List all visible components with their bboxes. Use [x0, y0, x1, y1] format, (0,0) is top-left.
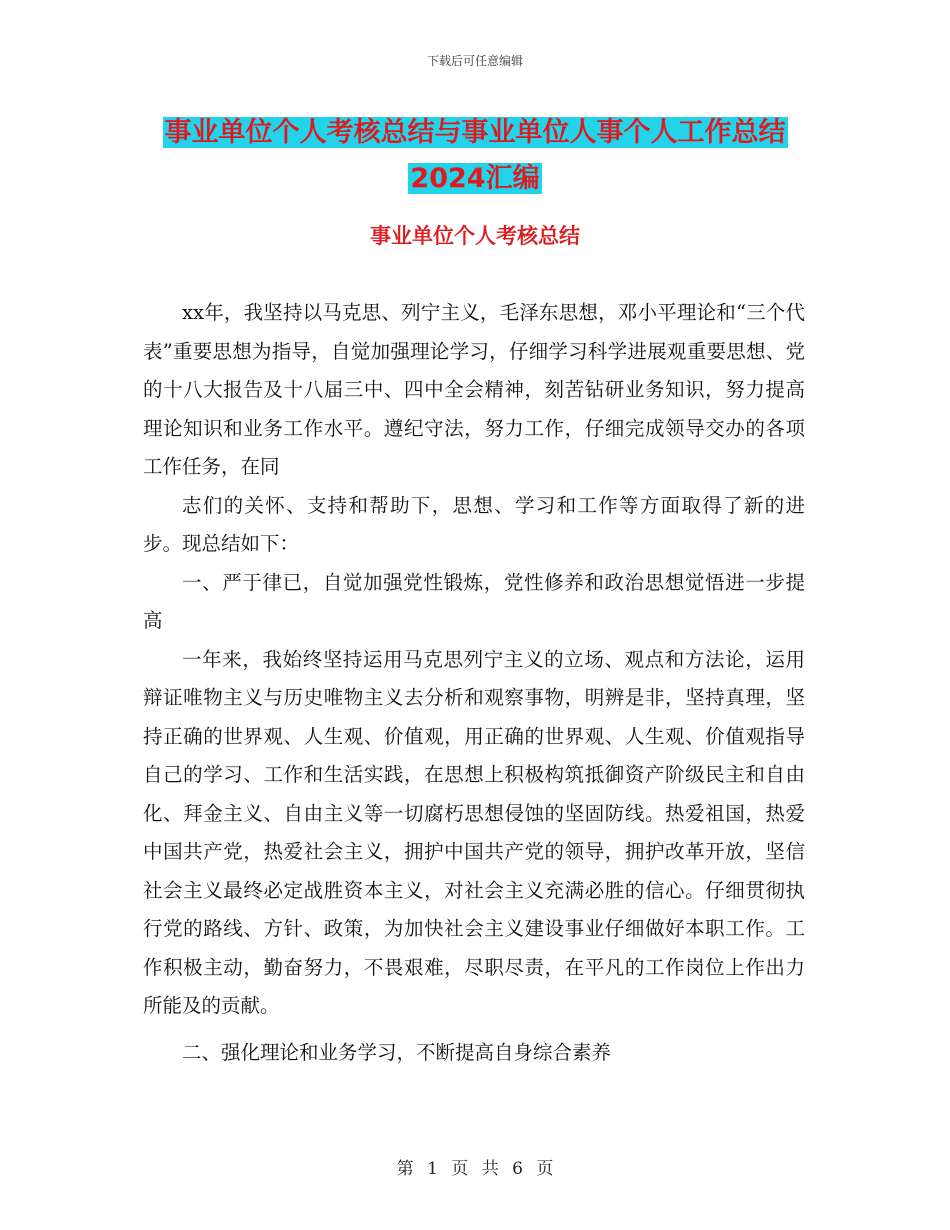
paragraph-heading: 二、强化理论和业务学习，不断提高自身综合素养 [182, 1040, 612, 1064]
document-title [0, 110, 950, 202]
document-body [143, 294, 805, 1072]
paragraph: 一年来，我始终坚持运用马克思列宁主义的立场、观点和方法论，运用辩证唯物主义与历史唯物主义去分析和观察事物，明辨是非，坚持真理，坚持正确的世界观、人生观、价值观，用正确的世界观、人生观、价值观指导自己的学习、工作和生活实践，在思想上积极构筑抵御资产阶级民主和自由化、拜金主义、自由主义等一切腐朽思想侵蚀的坚固防线。热爱祖国，热爱中国共产党，热爱社会主义，拥护中国共产党的领导，拥护改革开放，坚信社会主义最终必定战胜资本主义，对社会主义充满必胜的信心。仔细贯彻执行党的路线、方针、政策，为加快社会主义建设事业仔细做好本职工作。工作积极主动，勤奋努力，不畏艰难，尽职尽责，在平凡的工作岗位上作出力所能及的贡献。 [143, 647, 805, 1017]
page-footer: 第 1 页 共 6 页 [396, 1159, 554, 1179]
paragraph: 志们的关怀、支持和帮助下，思想、学习和工作等方面取得了新的进步。现总结如下： [143, 493, 805, 555]
section-title: 事业单位个人考核总结 [370, 224, 580, 248]
title-line-2: 2024汇编 [410, 163, 540, 194]
paragraph-heading: 一、严于律已，自觉加强党性锻炼，党性修养和政治思想觉悟进一步提高 [143, 570, 805, 632]
paragraph: xx年，我坚持以马克思、列宁主义，毛泽东思想，邓小平理论和“三个代表”重要思想为指导，自觉加强理论学习，仔细学习科学进展观重要思想、党的十八大报告及十八届三中、四中全会精神，刻苦钻研业务知识，努力提高理论知识和业务工作水平。遵纪守法，努力工作，仔细完成领导交办的各项工作任务，在同 [143, 301, 805, 478]
title-line-1: 事业单位个人考核总结与事业单位人事个人工作总结 [164, 117, 786, 148]
header-note: 下载后可任意编辑 [426, 54, 523, 68]
